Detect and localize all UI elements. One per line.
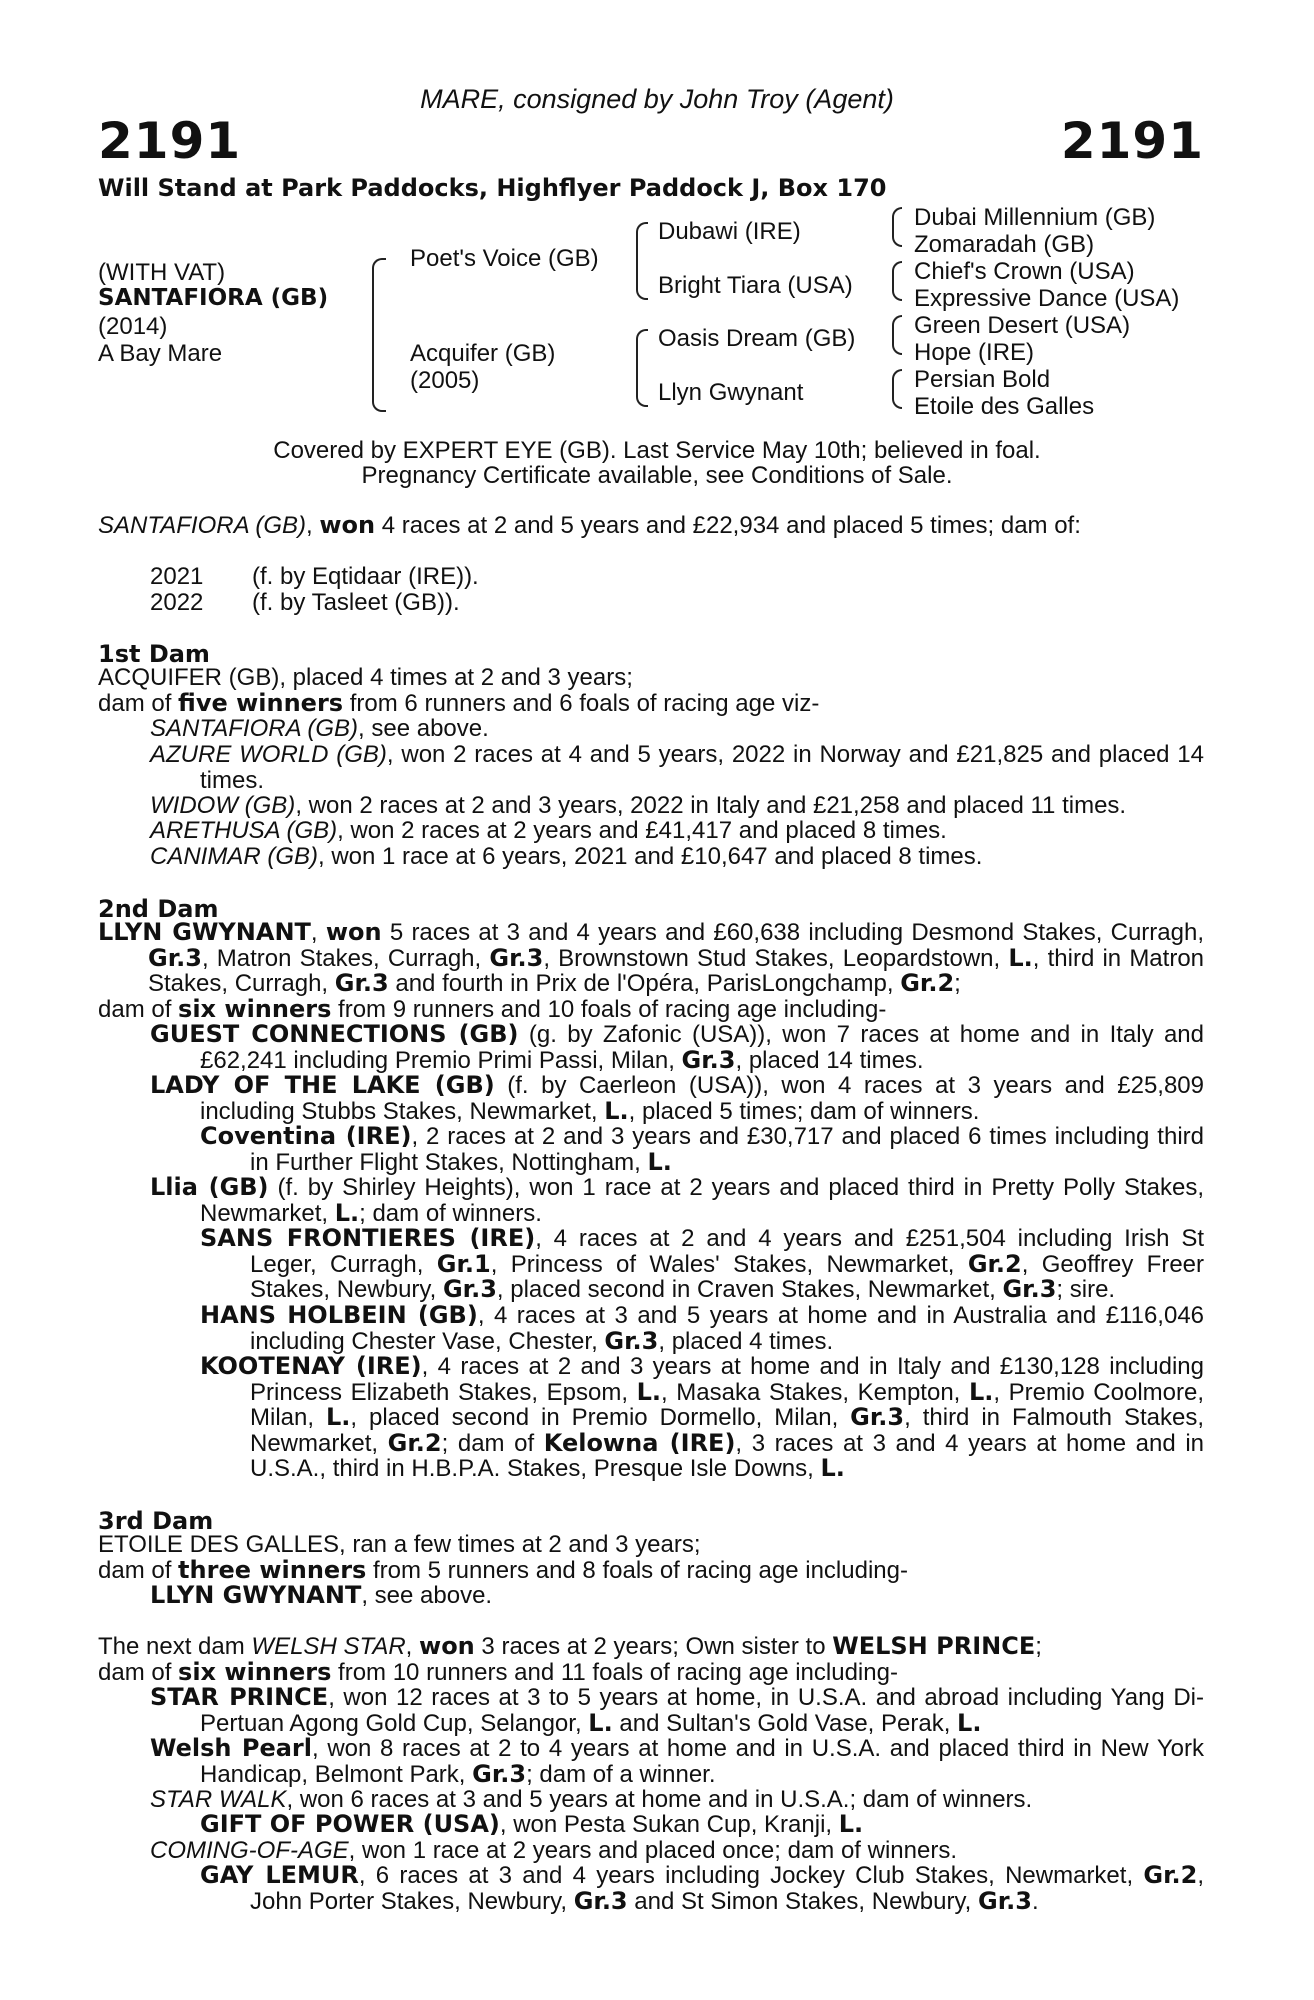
pedigree-brace-main	[372, 258, 386, 412]
dd-sire: Persian Bold	[914, 366, 1051, 393]
produce-text-2: (f. by Tasleet (GB)).	[252, 589, 460, 616]
covered-line: Covered by EXPERT EYE (GB). Last Service May 10th; believed in foal.	[273, 437, 1041, 464]
dd-dam: Etoile des Galles	[914, 393, 1095, 420]
produce-year-2: 2022	[150, 589, 204, 616]
second-dam-paragraph: LLYN GWYNANT, won 5 races at 3 and 4 years and £60,638 including Desmond Stakes, Curragh, Gr.3, Matron Stakes, Curragh, Gr.3, Brownstown Stud Stakes, Leopardstown, L., third in Matron Stakes, Curragh, Gr.3 and fourth in Prix de l'Opéra, ParisLongchamp, Gr.2;	[98, 918, 1205, 998]
kootenay-entry: KOOTENAY (IRE), 4 races at 2 and 3 years at home and in Italy and £130,128 including Princess Elizabeth Stakes, Epsom, L., Masaka Stakes, Kempton, L., Premio Coolmore, Milan, L., placed second in Premio Dormello, Milan, Gr.3, third in Falmouth Stakes, Newmarket, Gr.2; dam of Kelowna (IRE), 3 races at 3 and 4 years at home and in U.S.A., third in H.B.P.A. Stakes, Presque Isle Downs, L.	[200, 1352, 1204, 1483]
pedigree-brace-ss	[892, 207, 902, 247]
intro-horse-name: SANTAFIORA (GB)	[98, 512, 307, 539]
gift-of-power-entry: GIFT OF POWER (USA), won Pesta Sukan Cup, Kranji, L.	[200, 1810, 864, 1838]
third-dam-dam-of: dam of three winners from 5 runners and 8 foals of racing age including-	[98, 1556, 908, 1584]
hans-holbein-entry: HANS HOLBEIN (GB), 4 races at 3 and 5 years at home and in Australia and £116,046 including Chester Vase, Chester, Gr.3, placed 4 times.	[200, 1301, 1205, 1355]
first-dam-produce-3: WIDOW (GB), won 2 races at 2 and 3 years, 2022 in Italy and £21,258 and placed 11 times.	[150, 792, 1127, 819]
lot-number-left: 2191	[98, 112, 242, 170]
pregnancy-line: Pregnancy Certificate available, see Conditions of Sale.	[361, 462, 953, 489]
lady-of-the-lake-entry: LADY OF THE LAKE (GB) (f. by Caerleon (USA)), won 4 races at 3 years and £25,809 including Stubbs Stakes, Newmarket, L., placed 5 times; dam of winners.	[150, 1071, 1204, 1125]
ds-dam: Hope (IRE)	[914, 339, 1035, 366]
consigned-line: MARE, consigned by John Troy (Agent)	[420, 84, 894, 114]
horse-name: SANTAFIORA (GB)	[98, 285, 329, 311]
coming-of-age-entry: COMING-OF-AGE, won 1 race at 2 years and placed once; dam of winners.	[150, 1837, 957, 1864]
third-dam-produce: LLYN GWYNANT, see above.	[150, 1581, 493, 1609]
next-dam-line: The next dam WELSH STAR, won 3 races at 2 years; Own sister to WELSH PRINCE;	[98, 1632, 1042, 1660]
sire-sire: Dubawi (IRE)	[658, 218, 801, 245]
sans-frontieres-entry: SANS FRONTIERES (IRE), 4 races at 2 and 4 years and £251,504 including Irish St Leger, Curragh, Gr.1, Princess of Wales' Stakes, Newmarket, Gr.2, Geoffrey Freer Stakes, Newbury, Gr.3, placed second in Craven Stakes, Newmarket, Gr.3; sire.	[200, 1224, 1205, 1304]
star-prince-entry: STAR PRINCE, won 12 races at 3 to 5 years at home, in U.S.A. and abroad including Yang Di-Pertuan Agong Gold Cup, Selangor, L. and Sultan's Gold Vase, Perak, L.	[150, 1683, 1205, 1737]
first-dam-dam-of: dam of five winners from 6 runners and 6 foals of racing age viz-	[98, 689, 820, 717]
first-dam-produce-4: ARETHUSA (GB), won 2 races at 2 years and £41,417 and placed 8 times.	[150, 817, 947, 844]
produce-year-1: 2021	[150, 563, 204, 590]
sd-dam: Expressive Dance (USA)	[914, 285, 1180, 312]
first-dam-heading: 1st Dam	[98, 640, 210, 668]
intro-won: won	[319, 511, 376, 539]
dam-sire: Oasis Dream (GB)	[658, 325, 856, 352]
dam-dam: Llyn Gwynant	[658, 379, 804, 406]
second-dam-dam-of: dam of six winners from 9 runners and 10 foals of racing age including-	[98, 995, 887, 1023]
sd-sire: Chief's Crown (USA)	[914, 258, 1135, 285]
horse-description: A Bay Mare	[98, 340, 223, 367]
first-dam-produce-1: SANTAFIORA (GB), see above.	[150, 715, 489, 742]
vat-label: (WITH VAT)	[98, 259, 226, 286]
intro-comma: ,	[306, 512, 320, 539]
guest-connections-entry: GUEST CONNECTIONS (GB) (g. by Zafonic (USA)), won 7 races at home and in Italy and £62,241 including Premio Primi Passi, Milan, Gr.3, placed 14 times.	[150, 1020, 1204, 1074]
star-walk-entry: STAR WALK, won 6 races at 3 and 5 years at home and in U.S.A.; dam of winners.	[150, 1786, 1033, 1813]
pedigree-brace-dd	[892, 369, 902, 409]
first-dam-produce-5: CANIMAR (GB), won 1 race at 6 years, 2021 and £10,647 and placed 8 times.	[150, 843, 983, 870]
lot-number-right: 2191	[1060, 112, 1204, 170]
horse-year: (2014)	[98, 313, 168, 340]
pedigree-brace-sire	[636, 222, 648, 300]
pedigree-brace-ds	[892, 315, 902, 355]
dam: Acquifer (GB)	[410, 340, 556, 367]
ss-sire: Dubai Millennium (GB)	[914, 204, 1156, 231]
pedigree-brace-dam	[636, 329, 648, 407]
dam-year: (2005)	[410, 367, 480, 394]
coventina-entry: Coventina (IRE), 2 races at 2 and 3 years and £30,717 and placed 6 times including third in Further Flight Stakes, Nottingham, L.	[200, 1122, 1204, 1176]
first-dam-produce-2: AZURE WORLD (GB), won 2 races at 4 and 5 years, 2022 in Norway and £21,825 and placed 14 times.	[150, 741, 1204, 794]
welsh-pearl-entry: Welsh Pearl, won 8 races at 2 to 4 years at home and in U.S.A. and placed third in New York Handicap, Belmont Park, Gr.3; dam of a winner.	[150, 1734, 1204, 1788]
third-dam-heading: 3rd Dam	[98, 1507, 214, 1535]
third-dam-line: ETOILE DES GALLES, ran a few times at 2 and 3 years;	[98, 1531, 701, 1558]
ss-dam: Zomaradah (GB)	[914, 231, 1095, 258]
produce-text-1: (f. by Eqtidaar (IRE)).	[252, 563, 479, 590]
intro-text: 4 races at 2 and 5 years and £22,934 and placed 5 times; dam of:	[375, 512, 1081, 539]
stand-location: Will Stand at Park Paddocks, Highflyer Paddock J, Box 170	[98, 174, 887, 202]
intro-paragraph	[98, 513, 1204, 539]
next-dam-dam-of: dam of six winners from 10 runners and 11 foals of racing age including-	[98, 1658, 898, 1686]
sire-dam: Bright Tiara (USA)	[658, 272, 853, 299]
second-dam-heading: 2nd Dam	[98, 895, 219, 923]
sire: Poet's Voice (GB)	[410, 245, 599, 272]
ds-sire: Green Desert (USA)	[914, 312, 1131, 339]
pedigree-brace-sd	[892, 261, 902, 301]
first-dam-line: ACQUIFER (GB), placed 4 times at 2 and 3 years;	[98, 664, 633, 691]
llia-entry: Llia (GB) (f. by Shirley Heights), won 1 race at 2 years and placed third in Pretty Polly Stakes, Newmarket, L.; dam of winners.	[150, 1173, 1204, 1227]
gay-lemur-entry: GAY LEMUR, 6 races at 3 and 4 years including Jockey Club Stakes, Newmarket, Gr.2, John Porter Stakes, Newbury, Gr.3 and St Simon Stakes, Newbury, Gr.3.	[200, 1861, 1205, 1915]
